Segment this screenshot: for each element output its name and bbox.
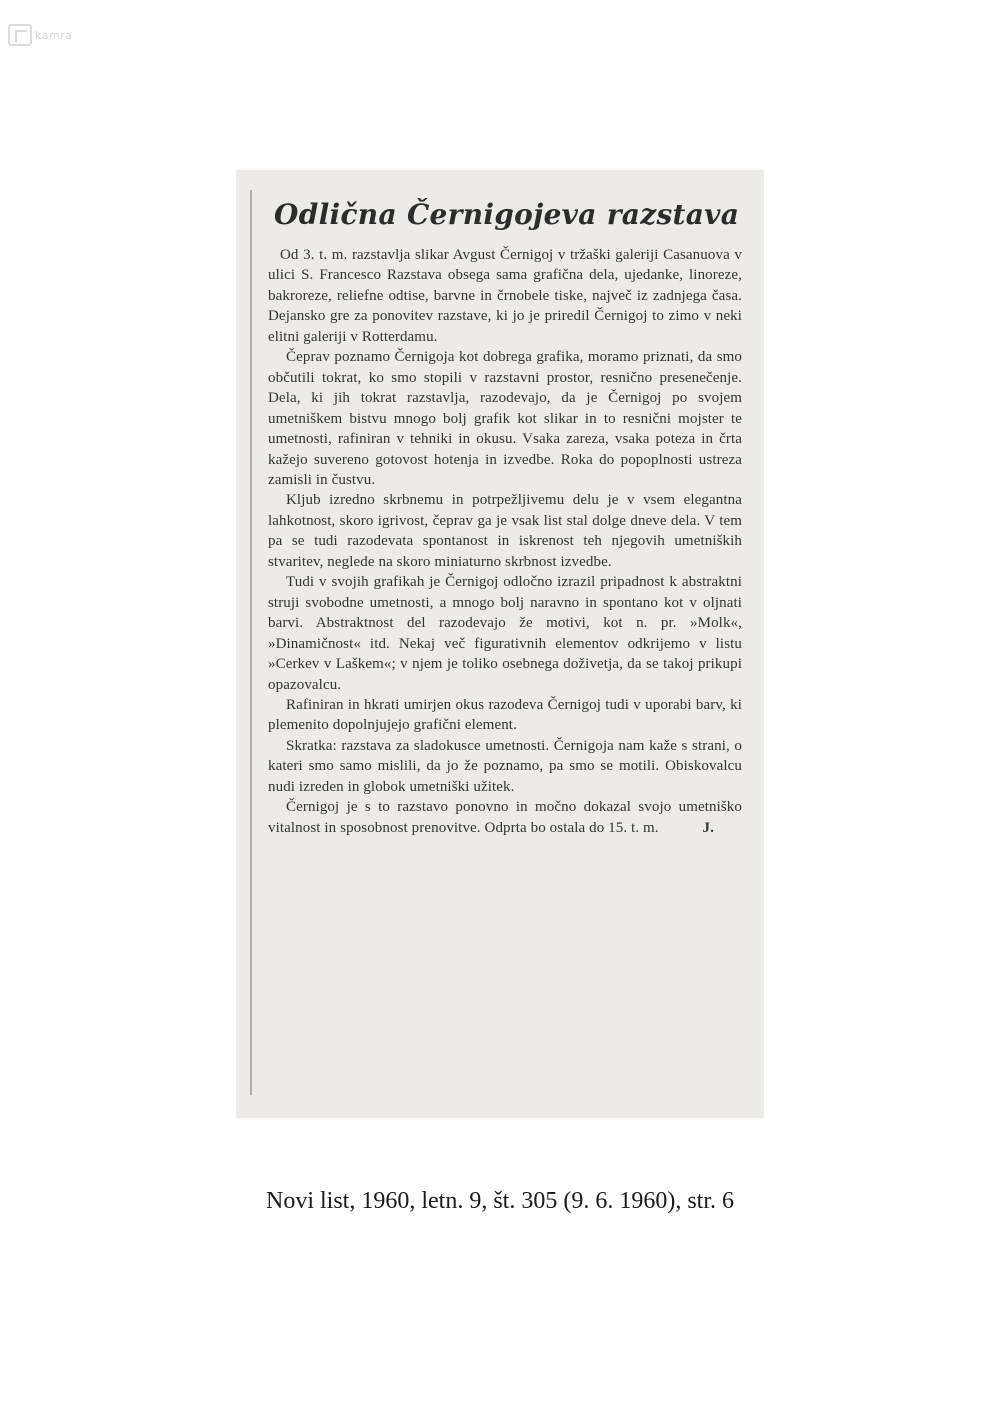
watermark-logo	[8, 24, 72, 46]
article-paragraph-6: Skratka: razstava za sladokusce umetnosti. Černigoja nam kaže s strani, o kateri smo samo mislili, da jo že poznamo, pa smo se motili. Obiskovalcu nudi izreden in globok umetniški užitek.	[268, 737, 742, 795]
article-paragraph-5: Rafiniran in hkrati umirjen okus razodeva Černigoj tudi v uporabi barv, ki plemenito dopolnjujejo grafični element.	[268, 696, 742, 734]
watermark-icon	[8, 24, 32, 46]
watermark-text: kamra	[35, 28, 73, 42]
article-paragraph-7	[268, 797, 742, 838]
article-signature: J.	[702, 819, 714, 836]
newspaper-clipping	[236, 170, 764, 1118]
article-paragraph-1: Od 3. t. m. razstavlja slikar Avgust Černigoj v tržaški galeriji Casanuova v ulici S. Francesco Razstava obsega sama grafična dela, ujedanke, linoreze, bakroreze, reliefne odtise, barvne in črnobele tiske, največ iz zadnjega časa. Dejansko gre za ponovitev razstave, ki jo je priredil Černigoj to zimo v neki elitni galeriji v Rotterdamu.	[268, 247, 742, 345]
article-headline: Odlična Černigojeva razstava	[274, 198, 740, 231]
article-paragraph-4: Tudi v svojih grafikah je Černigoj odločno izrazil pripadnost k abstraktni struji svobodne umetnosti, a mnogo bolj naravno in spontano kot v oljnati barvi. Abstraktnost del razodevajo že motivi, kot n. pr. »Molk«, »Dinamičnost« itd. Nekaj več figurativnih elementov odkrijemo v listu »Cerkev v Laškem«; v njem je toliko osebnega doživetja, da se takoj prikupi opazovalcu.	[268, 574, 742, 693]
article-body	[268, 245, 742, 838]
article-paragraph-3: Kljub izredno skrbnemu in potrpežljivemu delu je v vsem elegantna lahkotnost, skoro igrivost, čeprav ga je vsak list stal dolge dneve dela. V tem pa se tudi razodevata spontanost in iskrenost teh njegovih umetniških stvaritev, neglede na skoro miniaturno skrbnost izvedbe.	[268, 492, 742, 570]
article-paragraph-7-text: Černigoj je s to razstavo ponovno in močno dokazal svojo umetniško vitalnost in sposobnost prenovitve. Odprta bo ostala do 15. t. m.	[268, 799, 742, 836]
column-rule	[250, 190, 252, 1095]
source-citation: Novi list, 1960, letn. 9, št. 305 (9. 6. 1960), str. 6	[266, 1188, 734, 1214]
article-paragraph-2: Čeprav poznamo Černigoja kot dobrega grafika, moramo priznati, da smo občutili tokrat, ko smo stopili v razstavni prostor, resnično presenečenje. Dela, ki jih tokrat razstavlja, razodevajo, da je Černigoj po svojem umetniškem bistvu mnogo bolj grafik kot slikar in to resnični mojster te umetnosti, rafiniran v tehniki in okusu. Vsaka zareza, vsaka poteza in črta kažejo suvereno gotovost hotenja in izvedbe. Roka do popoplnosti ustreza zamisli in čustvu.	[268, 349, 742, 488]
